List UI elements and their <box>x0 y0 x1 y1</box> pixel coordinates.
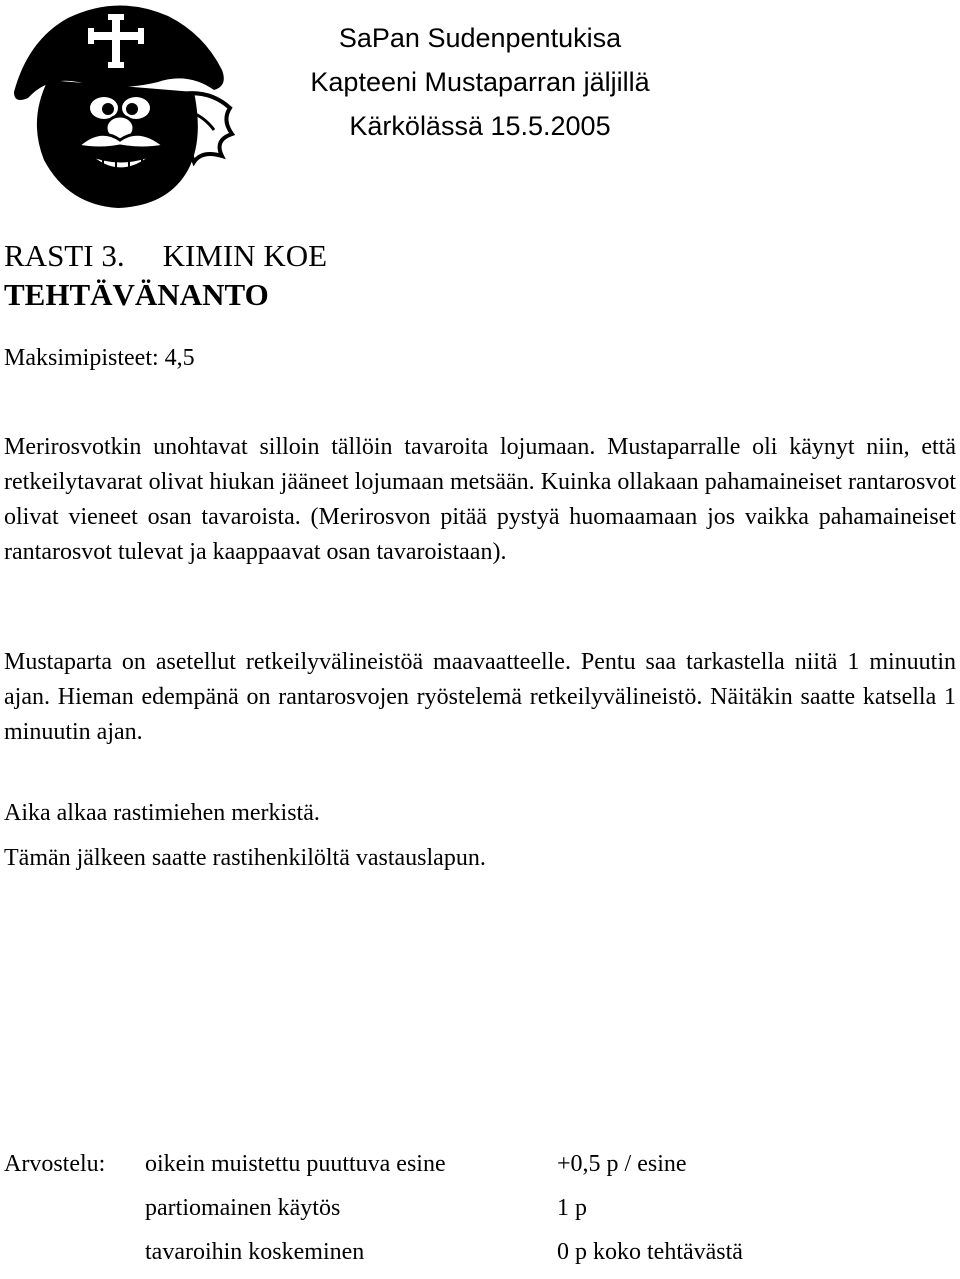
event-subtitle: Kapteeni Mustaparran jäljillä <box>310 67 650 97</box>
grading-item: oikein muistettu puuttuva esine <box>145 1151 446 1177</box>
story-paragraph: Merirosvotkin unohtavat silloin tällöin tavaroita lojumaan. Mustaparralle oli käynyt niin, että retkeilytavarat olivat hiukan jääneet lojumaan metsään. Kuinka ollakaan pahamaineiset rantarosvot olivat vieneet osan tavaroista. (Merirosvon pitää pystyä huomaamaan jos vaikka pahamaineiset rantarosvot tulevat ja kaappaavat osan tavaroistaan). <box>4 434 956 565</box>
grading-label: Arvostelu: <box>4 1151 106 1177</box>
event-title: SaPan Sudenpentukisa <box>338 23 622 53</box>
task-heading: TEHTÄVÄNANTO <box>4 277 269 312</box>
grading-item: tavaroihin koskeminen <box>145 1239 365 1265</box>
instructions-paragraph: Mustaparta on asetellut retkeilyvälineistöä maavaatteelle. Pentu saa tarkastella niitä 1 minuutin ajan. Hieman edempänä on rantarosvojen ryöstelemä retkeilyvälineistö. Näitäkin saatte katsella 1 minuutin ajan. <box>4 649 956 745</box>
answer-sheet-instruction: Tämän jälkeen saatte rastihenkilöltä vastauslapun. <box>4 845 486 871</box>
start-instruction: Aika alkaa rastimiehen merkistä. <box>4 800 320 826</box>
event-header <box>260 16 700 148</box>
grading-points: 0 p koko tehtävästä <box>557 1239 743 1265</box>
grading-points: +0,5 p / esine <box>557 1151 687 1177</box>
grading-item: partiomainen käytös <box>145 1195 341 1221</box>
max-points: Maksimipisteet: 4,5 <box>4 345 195 371</box>
pirate-captain-icon <box>8 0 240 210</box>
checkpoint-title <box>4 236 327 276</box>
checkpoint-number: RASTI 3. <box>4 238 125 273</box>
event-place-date: Kärkölässä 15.5.2005 <box>349 111 611 141</box>
grading-points: 1 p <box>557 1195 587 1221</box>
checkpoint-name: KIMIN KOE <box>162 238 328 273</box>
